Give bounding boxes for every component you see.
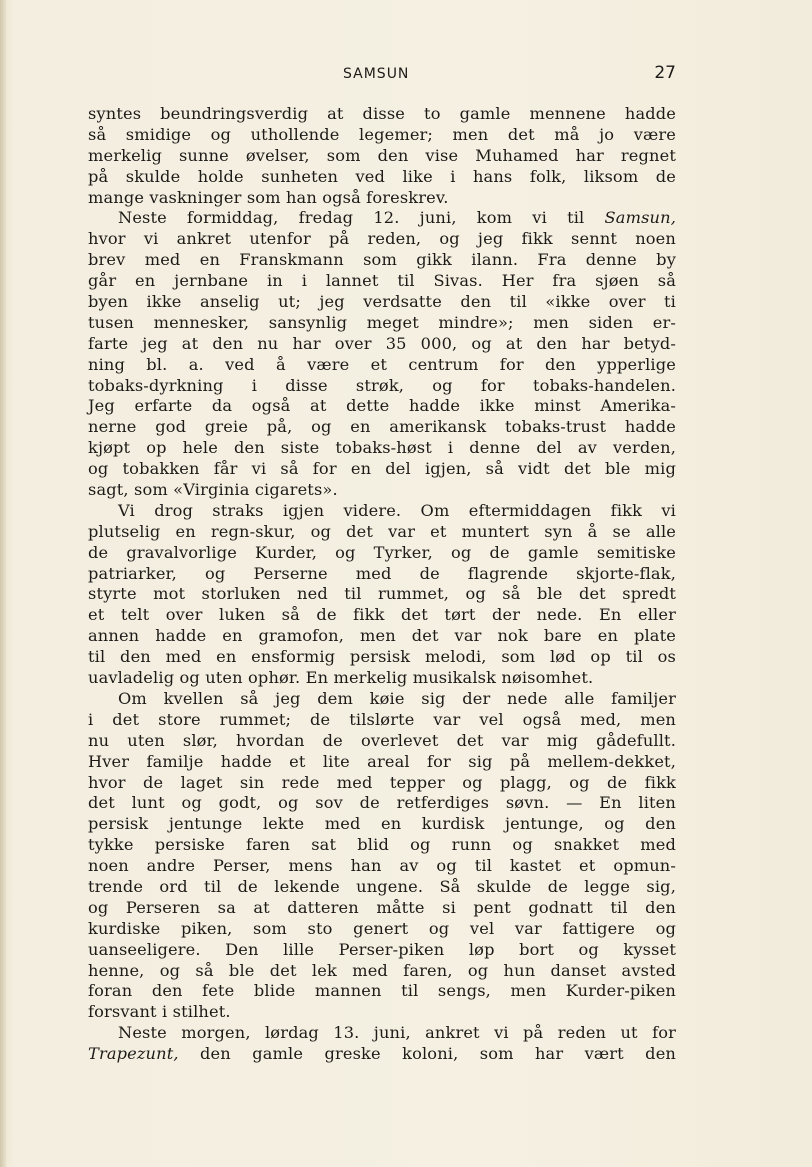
page-number: 27 <box>654 63 676 83</box>
text-line: hvor vi ankret utenfor på reden, og jeg fikk sennt noen <box>88 229 676 249</box>
text-line: styrte mot storluken ned til rummet, og så ble det spredt <box>88 584 676 604</box>
text-line: og tobakken får vi så for en del igjen, så vidt det ble mig <box>88 459 676 479</box>
text-line: tykke persiske faren sat blid og runn og snakket med <box>88 835 676 855</box>
place-name-trapezunt: Trapezunt, <box>88 1044 179 1064</box>
text-line: Neste morgen, lørdag 13. juni, ankret vi på reden ut for <box>118 1023 676 1043</box>
text-line: på skulde holde sunheten ved like i hans folk, liksom de <box>88 166 676 186</box>
text-line: uavladelig og uten ophør. En merkelig musikalsk nøisomhet. <box>88 668 594 688</box>
text-line: nu uten slør, hvordan de overlevet det var mig gådefullt. <box>88 730 676 750</box>
text-line: Om kvellen så jeg dem køie sig der nede alle familjer <box>118 688 676 708</box>
text-line: uanseeligere. Den lille Perser-piken løp bort og kysset <box>88 939 676 959</box>
text-line: tusen mennesker, sansynlig meget mindre»; men siden er- <box>88 312 676 332</box>
text-line: tobaks-dyrkning i disse strøk, og for tobaks-handelen. <box>88 375 676 395</box>
text-line: nerne god greie på, og en amerikansk tobaks-trust hadde <box>88 417 676 437</box>
text-line: så smidige og uthollende legemer; men det må jo være <box>88 124 676 144</box>
text-line: Vi drog straks igjen videre. Om eftermiddagen fikk vi <box>118 500 676 520</box>
text-line: et telt over luken så de fikk det tørt der nede. En eller <box>88 605 676 625</box>
running-head: SAMSUN <box>343 66 410 82</box>
text-line: persisk jentunge lekte med en kurdisk jentunge, og den <box>88 814 676 834</box>
text-line: kurdiske piken, som sto genert og vel var fattigere og <box>88 918 676 938</box>
text-line: Jeg erfarte da også at dette hadde ikke minst Amerika- <box>88 396 676 416</box>
page-binding-edge <box>0 0 6 1167</box>
place-name-samsun: Samsun, <box>604 208 676 228</box>
text-line: foran den fete blide mannen til sengs, men Kurder-piken <box>88 981 676 1001</box>
text-line <box>88 1044 676 1065</box>
text-line: syntes beundringsverdig at disse to gamle mennene hadde <box>88 104 676 123</box>
text-line-end: den gamle greske koloni, som har vært den <box>200 1044 676 1064</box>
text-line: annen hadde en gramofon, men det var nok bare en plate <box>88 626 676 646</box>
text-line: mange vaskninger som han også foreskrev. <box>88 187 449 207</box>
text-line: det lunt og godt, og sov de retferdiges søvn. — En liten <box>88 793 676 813</box>
text-line: hvor de laget sin rede med tepper og plagg, og de fikk <box>88 772 676 792</box>
text-line: noen andre Perser, mens han av og til kastet et opmun- <box>88 856 676 876</box>
text-line: brev med en Franskmann som gikk ilann. Fra denne by <box>88 250 676 270</box>
text-line: til den med en ensformig persisk melodi, som lød op til os <box>88 647 676 667</box>
text-line: forsvant i stilhet. <box>88 1002 231 1022</box>
text-line: og Perseren sa at datteren måtte si pent godnatt til den <box>88 897 676 917</box>
text-line: plutselig en regn-skur, og det var et muntert syn å se alle <box>88 521 676 541</box>
text-line: trende ord til de lekende ungene. Så skulde de legge sig, <box>88 876 676 896</box>
text-line: patriarker, og Perserne med de flagrende skjorte-flak, <box>88 563 676 583</box>
body-text <box>88 104 676 1065</box>
text-line <box>88 208 676 229</box>
text-line: Hver familje hadde et lite areal for sig på mellem-dekket, <box>88 751 676 771</box>
text-line: i det store rummet; de tilslørte var vel også med, men <box>88 709 676 729</box>
text-line: merkelig sunne øvelser, som den vise Muhamed har regnet <box>88 145 676 165</box>
text-line: ning bl. a. ved å være et centrum for den ypperlige <box>88 354 676 374</box>
text-line: sagt, som «Virginia cigarets». <box>88 480 338 500</box>
text-line: kjøpt op hele den siste tobaks-høst i denne del av verden, <box>88 438 676 458</box>
text-line: byen ikke anselig ut; jeg verdsatte den til «ikke over ti <box>88 292 676 312</box>
text-line: de gravalvorlige Kurder, og Tyrker, og de gamle semitiske <box>88 542 676 562</box>
text-line: henne, og så ble det lek med faren, og hun danset avsted <box>88 960 676 980</box>
text-line: farte jeg at den nu har over 35 000, og at den har betyd- <box>88 333 676 353</box>
text-line: går en jernbane in i lannet til Sivas. Her fra sjøen så <box>88 271 676 291</box>
page-header <box>88 64 676 86</box>
text-line-start: Neste formiddag, fredag 12. juni, kom vi til <box>118 208 585 228</box>
